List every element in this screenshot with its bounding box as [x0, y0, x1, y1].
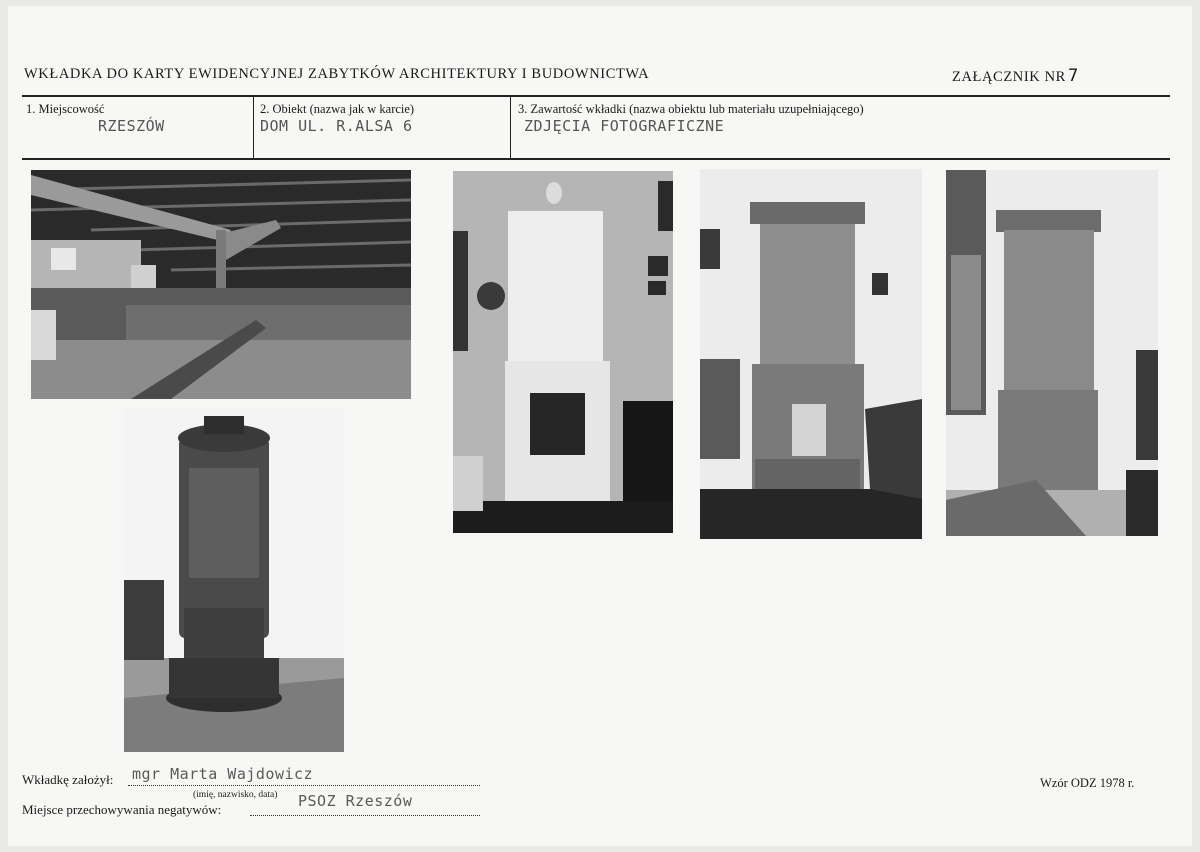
object-label: 2. Obiekt (nazwa jak w karcie) — [260, 102, 415, 116]
header-top-rule — [22, 95, 1170, 97]
negatives-dotted-line — [250, 815, 480, 816]
locality-label: 1. Miejscowość — [26, 102, 105, 116]
sheet-title: WKŁADKA DO KARTY EWIDENCYJNEJ ZABYTKÓW ARCHITEKTURY I BUDOWNICTWA — [24, 66, 650, 82]
green-tile-stove-photo — [700, 169, 922, 539]
annex-label-group — [952, 66, 1079, 86]
negatives-location-label: Miejsce przechowywania negatywów: — [22, 802, 222, 817]
field-divider-2 — [510, 97, 511, 159]
field-divider-1 — [253, 97, 254, 159]
negatives-location-value: PSOZ Rzeszów — [298, 792, 413, 810]
created-by-dotted-line — [128, 785, 480, 786]
form-pattern-label: Wzór ODZ 1978 r. — [1040, 776, 1135, 790]
locality-value: RZESZÓW — [98, 117, 165, 135]
annex-number: 7 — [1067, 66, 1079, 86]
header-bottom-rule — [22, 158, 1170, 160]
attic-roof-truss-photo — [31, 170, 411, 399]
annex-label: ZAŁĄCZNIK NR — [952, 69, 1066, 85]
cast-iron-stove-photo — [124, 408, 344, 752]
tall-tile-stove-photo — [946, 170, 1158, 536]
object-value: DOM UL. R.ALSA 6 — [260, 117, 413, 135]
contents-label: 3. Zawartość wkładki (nazwa obiektu lub materiału uzupełniającego) — [518, 102, 864, 116]
created-by-note: (imię, nazwisko, data) — [193, 790, 278, 800]
white-tile-stove-photo — [453, 171, 673, 533]
created-by-label: Wkładkę założył: — [22, 772, 114, 787]
created-by-value: mgr Marta Wajdowicz — [132, 765, 314, 783]
contents-value: ZDJĘCIA FOTOGRAFICZNE — [524, 117, 725, 135]
